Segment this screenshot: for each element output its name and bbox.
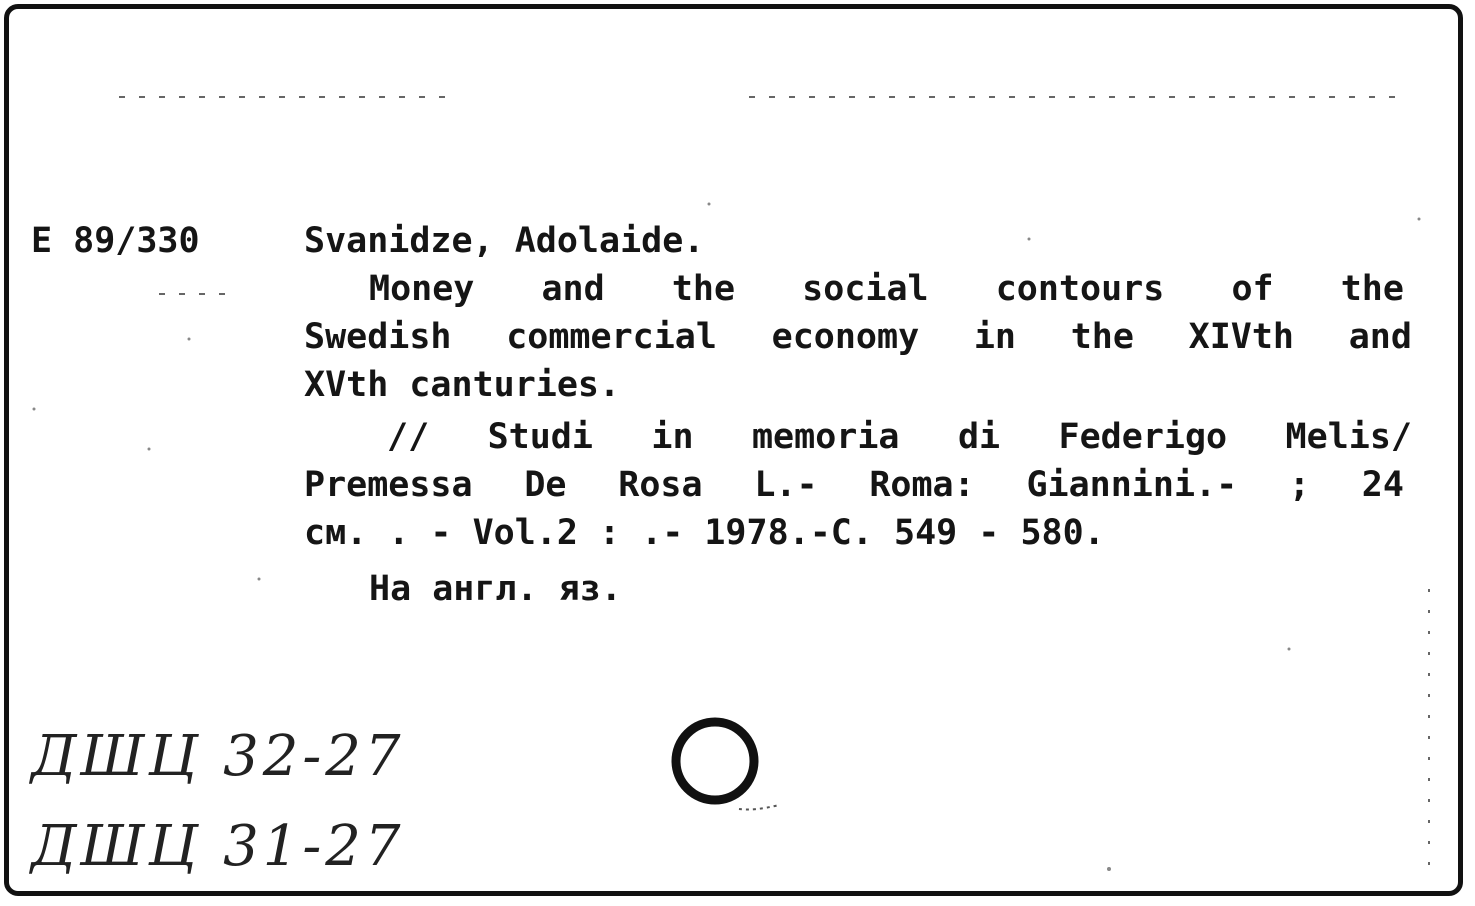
source-line-3: cм. . - Vol.2 : .- 1978.-C. 549 - 580. (304, 513, 1105, 553)
title-word: economy (771, 317, 920, 357)
source-word: Melis/ (1285, 417, 1412, 457)
source-word: ; (1288, 465, 1310, 505)
source-word: // (387, 417, 430, 457)
title-word: Money (369, 269, 475, 309)
source-word: Premessa (304, 465, 473, 505)
title-word: and (541, 269, 605, 309)
source-word: 24 (1361, 465, 1404, 505)
title-word: the (671, 269, 736, 309)
title-word: in (973, 317, 1017, 357)
title-word: the (1340, 269, 1404, 309)
title-word: XIVth (1188, 317, 1294, 357)
source-word: Federigo (1058, 417, 1228, 457)
source-word: Giannini.- (1026, 465, 1238, 505)
source-word: L.- (754, 465, 818, 505)
handwritten-code-2: ДШЦ 31-27 (31, 814, 405, 879)
title-word: Swedish (304, 317, 452, 357)
source-line-2 (304, 461, 1404, 509)
title-line-2 (304, 313, 1412, 361)
title-line-1 (369, 265, 1404, 313)
title-word: social (802, 269, 929, 309)
title-word: and (1348, 317, 1412, 357)
source-word: Studi (487, 417, 593, 457)
author-line: Svanidze, Adolaide. (304, 221, 705, 261)
title-word: commercial (506, 317, 717, 357)
title-word: contours (995, 269, 1165, 309)
source-word: di (957, 417, 1001, 457)
title-word: the (1070, 317, 1134, 357)
source-word: De (524, 465, 567, 505)
punch-hole-circle-icon (676, 722, 779, 810)
title-line-3: XVth canturies. (304, 365, 621, 405)
source-word: Rosa (618, 465, 703, 505)
language-note: На англ. яз. (369, 569, 622, 609)
source-word: in (651, 417, 694, 457)
catalog-card (4, 4, 1463, 896)
source-line-1 (387, 413, 1412, 461)
source-word: memoria (751, 417, 900, 457)
title-word: of (1231, 269, 1274, 309)
source-word: Roma: (869, 465, 975, 505)
call-number: E 89/330 (31, 221, 200, 261)
handwritten-code-1: ДШЦ 32-27 (31, 724, 405, 789)
